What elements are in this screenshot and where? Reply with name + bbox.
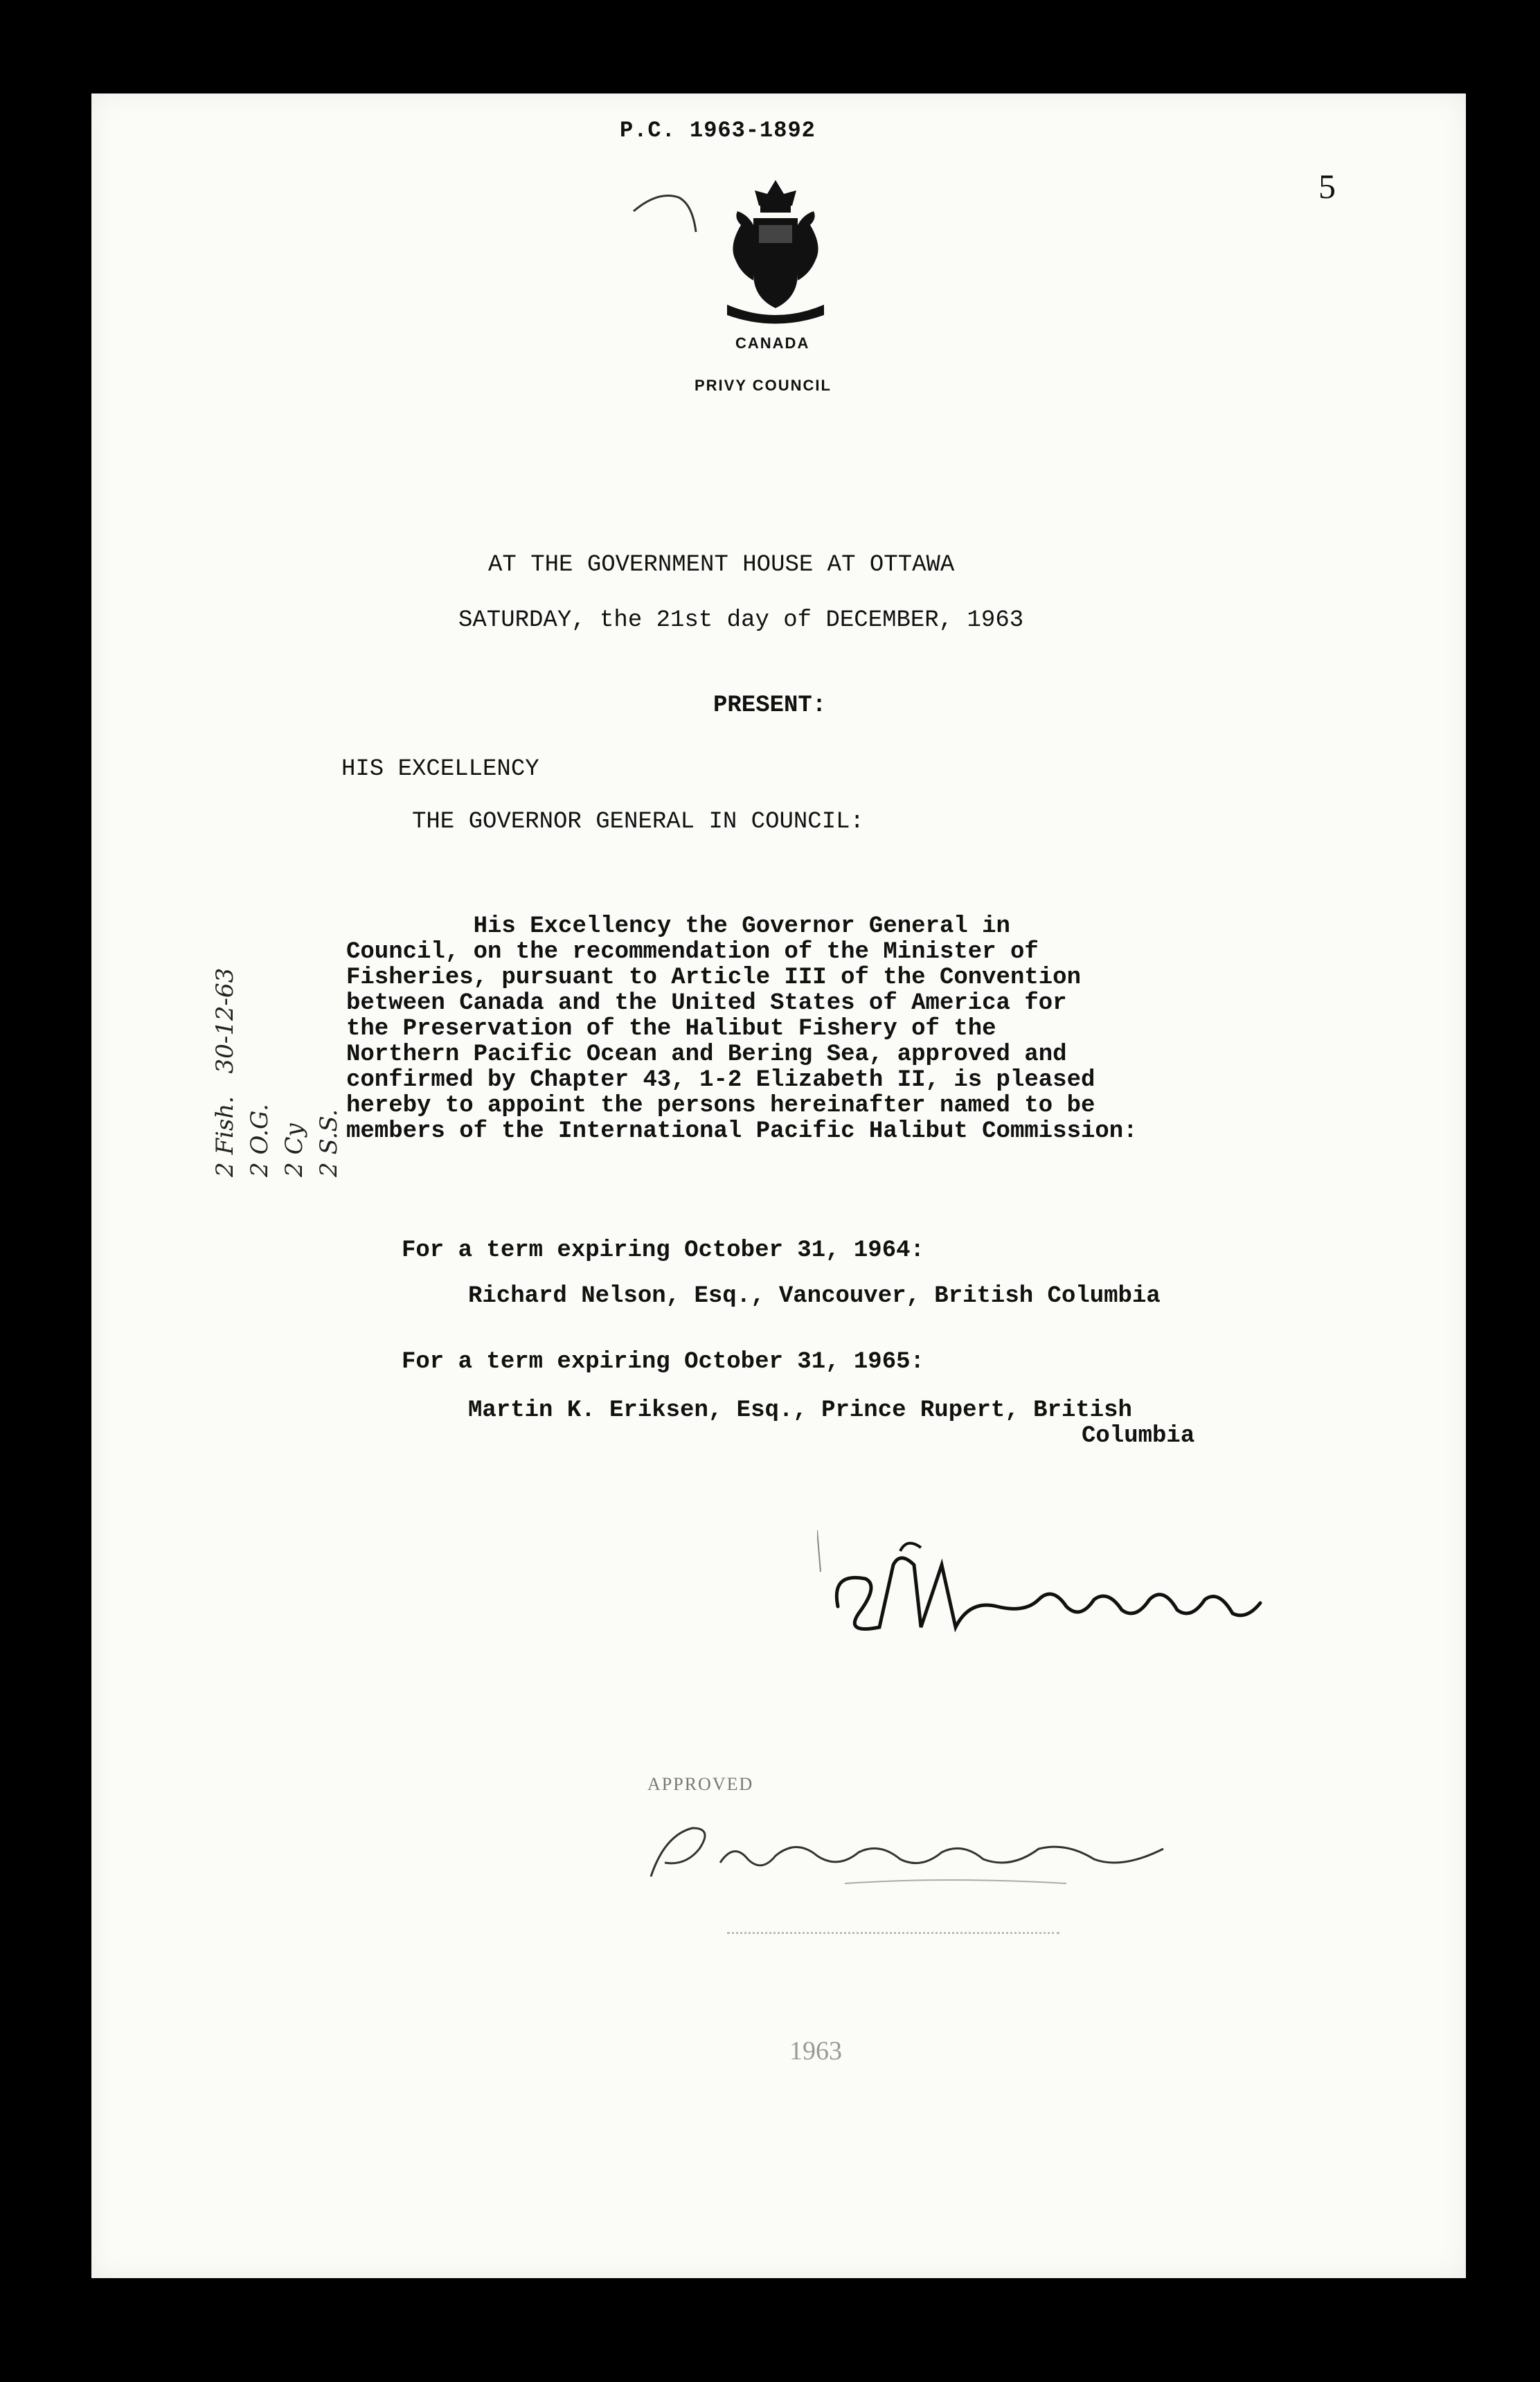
order-paragraph: His Excellency the Governor General in Council, on the recommendation of the Minister of Fisheries, pursuant to Article III of the Convention between Canada and the United States of America for the Preservation of the Halibut Fishery of the Northern Pacific Ocean and Bering Sea, approved and confirmed by Chapter 43, 1-2 Elizabeth II, is pleased hereby to appoint the persons hereinafter named to be members of the International Pacific Halibut Commission:: [346, 913, 1138, 1145]
canada-coat-of-arms-icon: [720, 177, 831, 325]
faint-title-line: [727, 1932, 1059, 1934]
privy-council-label: PRIVY COUNCIL: [695, 377, 832, 394]
appointee-2: Martin K. Eriksen, Esq., Prince Rupert, British: [468, 1397, 1132, 1424]
faint-approval-date: 1963: [789, 2036, 842, 2066]
council-line: THE GOVERNOR GENERAL IN COUNCIL:: [412, 809, 864, 835]
clerk-signature: [817, 1523, 1274, 1648]
order-number: P.C. 1963-1892: [620, 118, 816, 143]
document-page: [91, 93, 1466, 2278]
canada-label: CANADA: [735, 334, 810, 352]
present-heading: PRESENT:: [713, 692, 827, 719]
margin-distribution-note: 2 Fish. 30-12-63 2 O.G. 2 Cy 2 S.S.: [211, 967, 343, 1177]
approved-stamp: APPROVED: [647, 1774, 754, 1794]
meeting-date: SATURDAY, the 21st day of DECEMBER, 1963: [458, 607, 1024, 634]
pencil-mark: [630, 183, 713, 239]
excellency-line: HIS EXCELLENCY: [341, 756, 539, 782]
term-label-1: For a term expiring October 31, 1964:: [402, 1237, 924, 1264]
meeting-place: AT THE GOVERNMENT HOUSE AT OTTAWA: [488, 552, 955, 578]
page-number: 5: [1318, 167, 1336, 206]
governor-general-signature: [637, 1800, 1205, 1904]
appointee-1: Richard Nelson, Esq., Vancouver, British Columbia: [468, 1283, 1161, 1309]
term-label-2: For a term expiring October 31, 1965:: [402, 1349, 924, 1375]
appointee-2-continued: Columbia: [1082, 1423, 1195, 1449]
